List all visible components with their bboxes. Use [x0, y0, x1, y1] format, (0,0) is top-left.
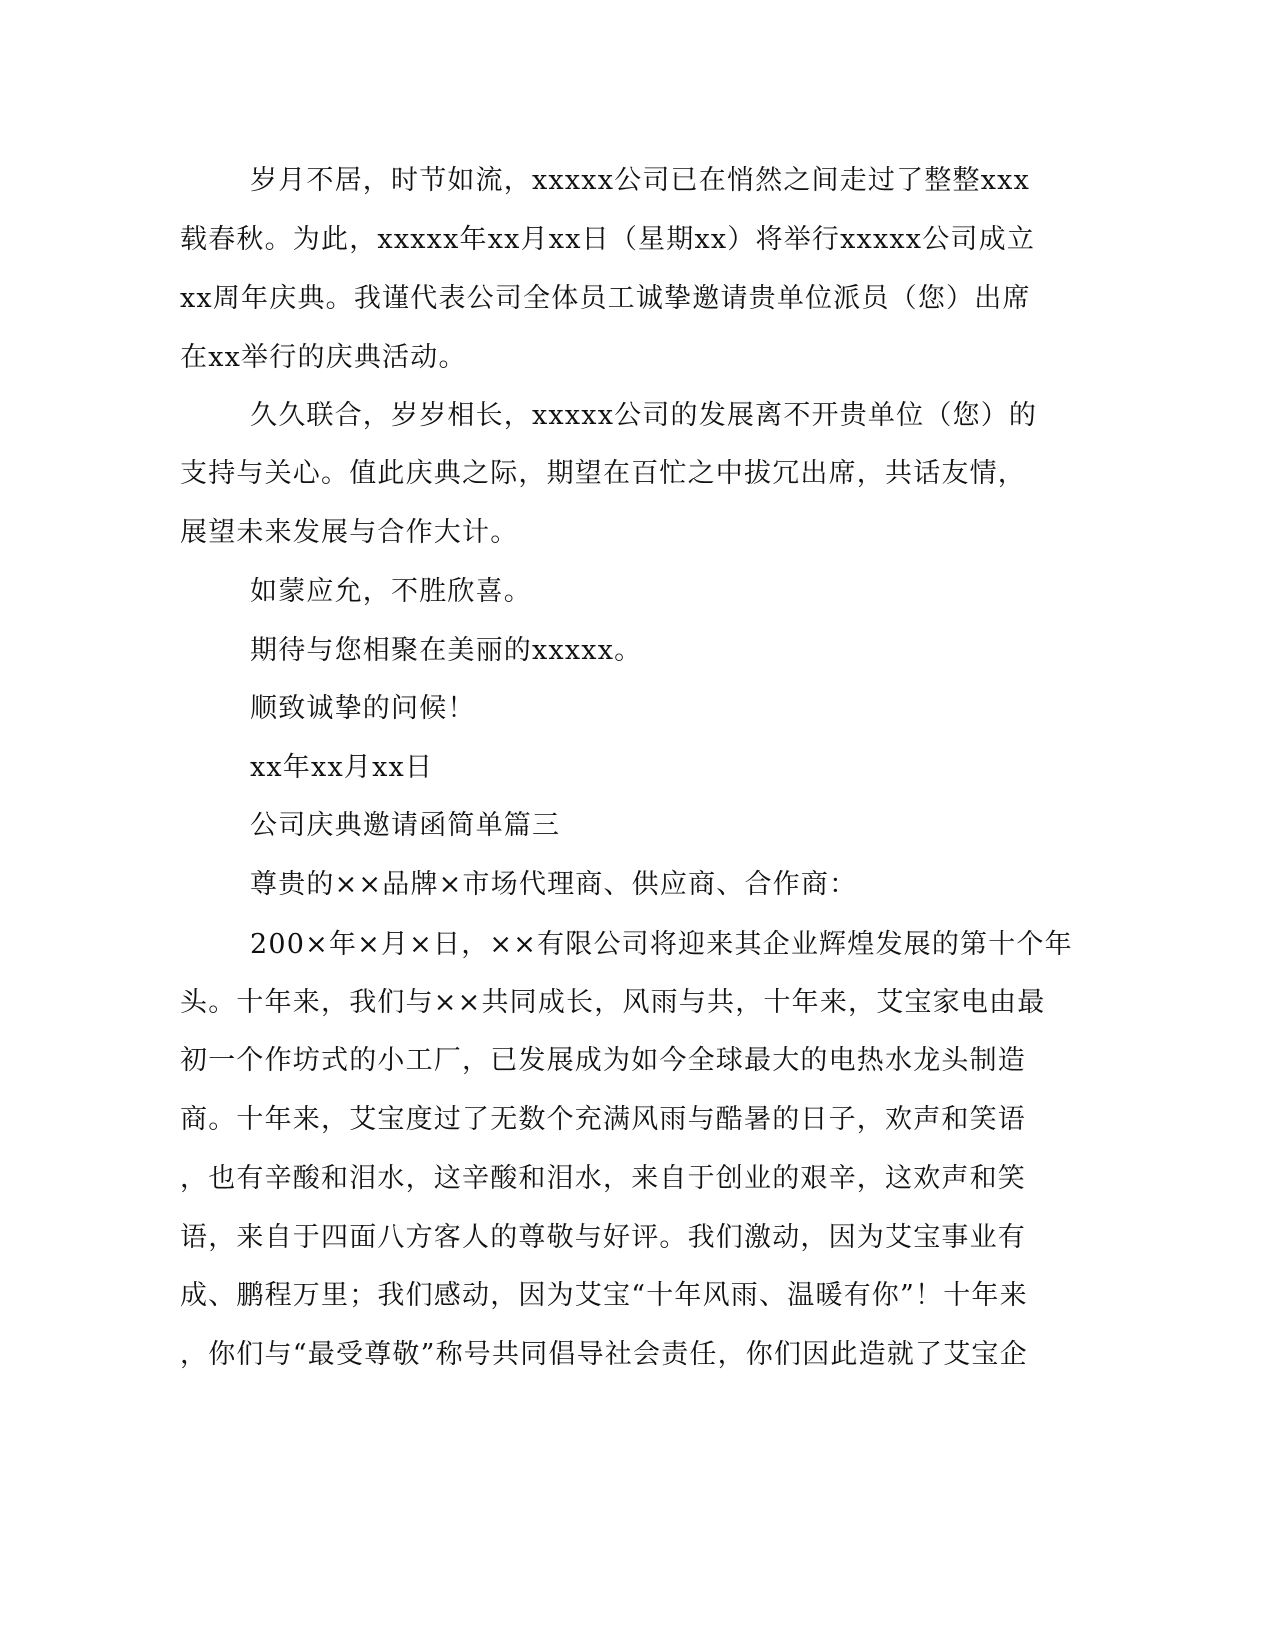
paragraph-line: 支持与关心。值此庆典之际，期望在百忙之中拔冗出席，共话友情， — [180, 458, 1026, 489]
paragraph-line: 展望未来发展与合作大计。 — [180, 517, 519, 548]
salutation-line: 尊贵的××品牌×市场代理商、供应商、合作商： — [250, 869, 858, 900]
paragraph-line: 商。十年来，艾宝度过了无数个充满风雨与酷暑的日子，欢声和笑语 — [180, 1104, 1026, 1135]
paragraph-line: ，也有辛酸和泪水，这辛酸和泪水，来自于创业的艰辛，这欢声和笑 — [180, 1163, 1026, 1194]
paragraph-line: 期待与您相聚在美丽的xxxxx。 — [250, 635, 643, 666]
section-heading: 公司庆典邀请函简单篇三 — [250, 810, 561, 841]
paragraph-line: 成、鹏程万里；我们感动，因为艾宝“十年风雨、温暖有你”！十年来 — [180, 1280, 1028, 1311]
paragraph-line: 岁月不居，时节如流，xxxxx公司已在悄然之间走过了整整xxx — [250, 165, 1031, 196]
paragraph-line: xx周年庆典。我谨代表公司全体员工诚挚邀请贵单位派员（您）出席 — [180, 283, 1031, 314]
paragraph-line: 200×年×月×日，××有限公司将迎来其企业辉煌发展的第十个年 — [250, 929, 1073, 960]
paragraph-line: ，你们与“最受尊敬”称号共同倡导社会责任，你们因此造就了艾宝企 — [180, 1339, 1028, 1370]
date-line: xx年xx月xx日 — [250, 752, 434, 783]
paragraph-line: 载春秋。为此，xxxxx年xx月xx日（星期xx）将举行xxxxx公司成立 — [180, 224, 1036, 255]
closing-line: 顺致诚挚的问候！ — [250, 693, 476, 724]
paragraph-line: 久久联合，岁岁相长，xxxxx公司的发展离不开贵单位（您）的 — [250, 400, 1038, 431]
paragraph-line: 头。十年来，我们与××共同成长，风雨与共，十年来，艾宝家电由最 — [180, 987, 1046, 1018]
paragraph-line: 如蒙应允，不胜欣喜。 — [250, 576, 532, 607]
paragraph-line: 初一个作坊式的小工厂，已发展成为如今全球最大的电热水龙头制造 — [180, 1045, 1026, 1076]
paragraph-line: 语，来自于四面八方客人的尊敬与好评。我们激动，因为艾宝事业有 — [180, 1222, 1026, 1253]
paragraph-line: 在xx举行的庆典活动。 — [180, 342, 467, 373]
